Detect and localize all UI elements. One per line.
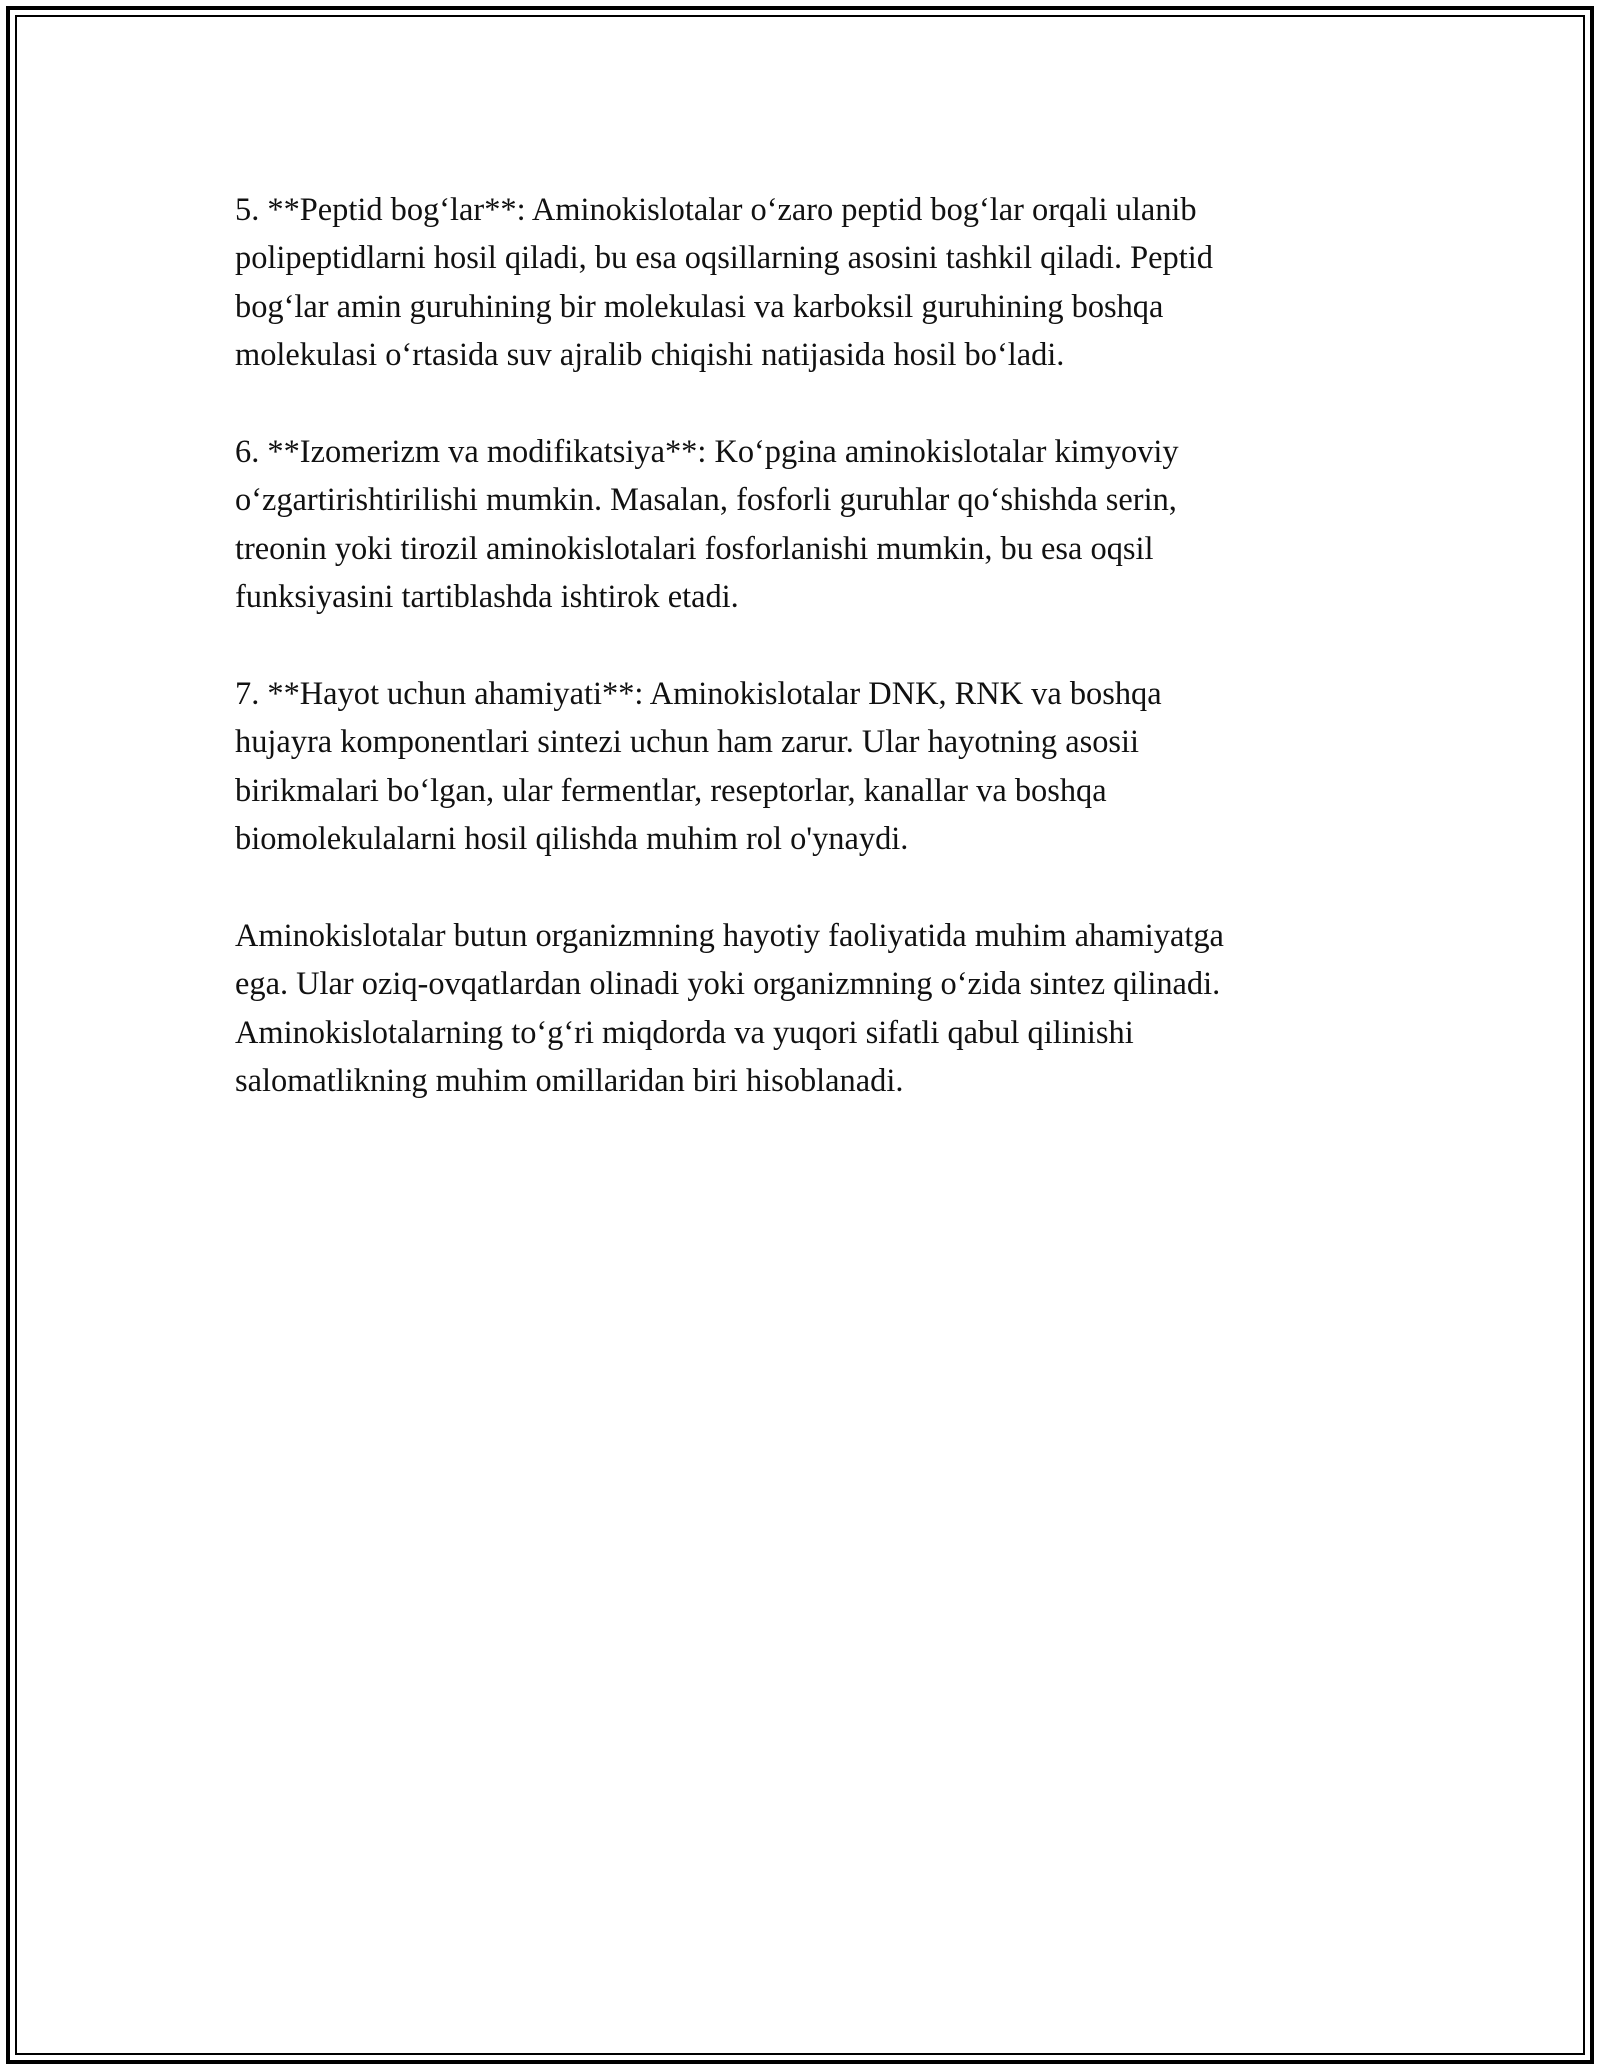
text-line: 5. **Peptid bog‘lar**: Aminokislotalar o‘zaro peptid bog‘lar orqali ulanib	[235, 192, 1197, 228]
text-line: ega. Ular oziq-ovqatlardan olinadi yoki organizmning o‘zida sintez qilinadi.	[235, 966, 1221, 1003]
text-line: polipeptidlarni hosil qiladi, bu esa oqsillarning asosini tashkil qiladi. Peptid	[235, 240, 1213, 277]
text-line: molekulasi o‘rtasida suv ajralib chiqishi natijasida hosil bo‘ladi.	[235, 337, 1065, 374]
text-line: o‘zgartirishtirilishi mumkin. Masalan, fosforli guruhlar qo‘shishda serin,	[235, 482, 1177, 519]
text-line: funksiyasini tartiblashda ishtirok etadi.	[235, 579, 739, 616]
text-line: Aminokislotalarning to‘g‘ri miqdorda va yuqori sifatli qabul qilinishi	[235, 1014, 1134, 1051]
paragraph-peptide-bonds	[235, 186, 1365, 380]
paragraph-conclusion	[235, 912, 1365, 1106]
text-line: bog‘lar amin guruhining bir molekulasi va karboksil guruhining boshqa	[235, 288, 1164, 325]
paragraph-importance-for-life	[235, 670, 1365, 864]
document-body	[235, 186, 1365, 1154]
paragraph-isomerism	[235, 428, 1365, 622]
text-line: hujayra komponentlari sintezi uchun ham zarur. Ular hayotning asosii	[235, 724, 1139, 761]
text-line: salomatlikning muhim omillaridan biri hisoblanadi.	[235, 1063, 904, 1100]
text-line: birikmalari bo‘lgan, ular fermentlar, reseptorlar, kanallar va boshqa	[235, 772, 1107, 809]
text-line: 7. **Hayot uchun ahamiyati**: Aminokislotalar DNK, RNK va boshqa	[235, 676, 1162, 713]
text-line: 6. **Izomerizm va modifikatsiya**: Ko‘pgina aminokislotalar kimyoviy	[235, 434, 1179, 471]
text-line: treonin yoki tirozil aminokislotalari fosforlanishi mumkin, bu esa oqsil	[235, 530, 1154, 567]
text-line: biomolekulalarni hosil qilishda muhim rol o'ynaydi.	[235, 821, 909, 858]
text-line: Aminokislotalar butun organizmning hayotiy faoliyatida muhim ahamiyatga	[235, 918, 1224, 955]
